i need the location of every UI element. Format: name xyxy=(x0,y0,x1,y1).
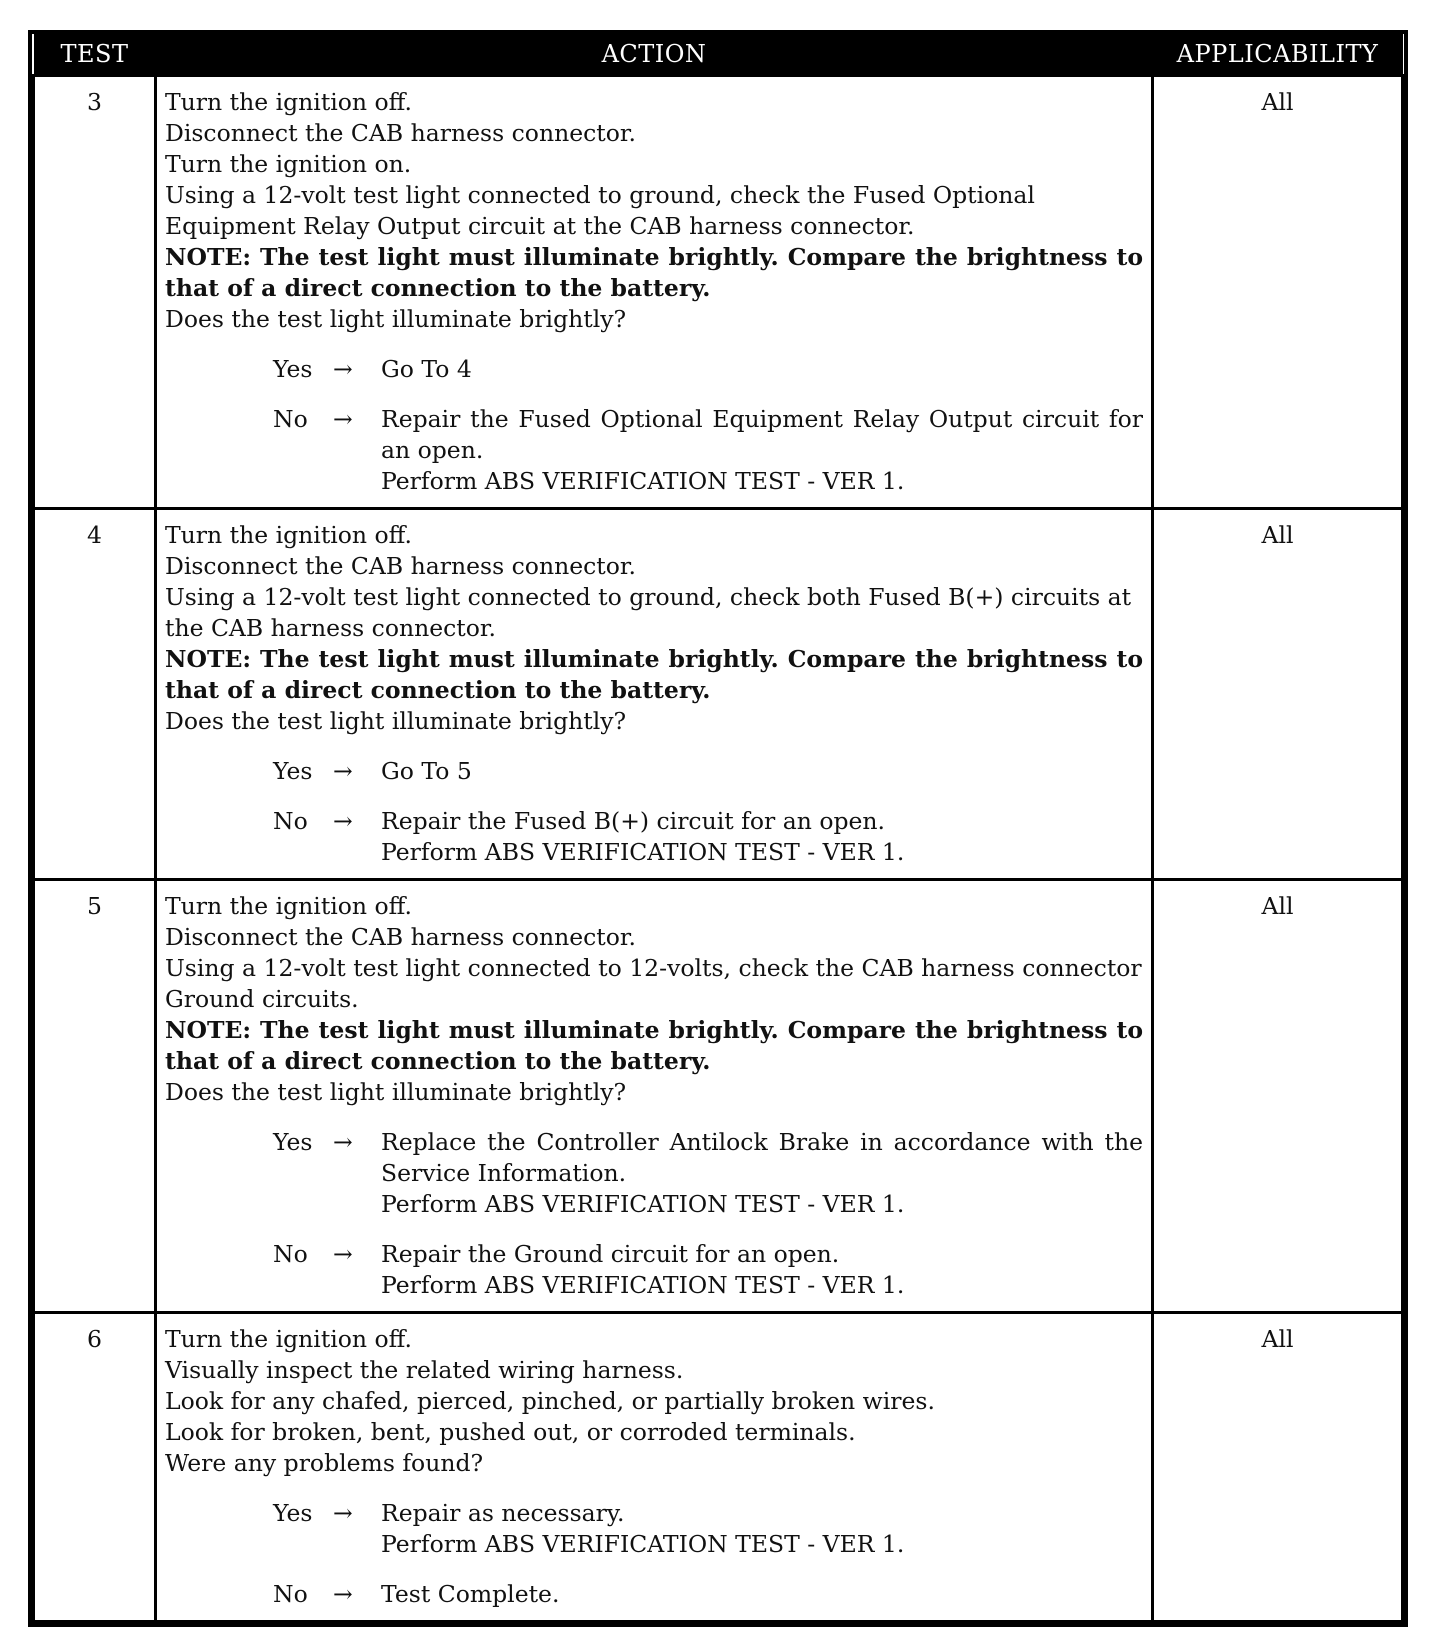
arrow-right-icon: → xyxy=(333,807,353,835)
action-cell xyxy=(156,880,1153,1313)
answer-no xyxy=(273,404,1143,497)
answer-yes xyxy=(273,1127,1143,1220)
result-line: Replace the Controller Antilock Brake in accordance with the Service Information. xyxy=(381,1128,1143,1187)
answer-yes-result xyxy=(381,756,1143,787)
test-number: 4 xyxy=(34,509,156,880)
applicability-cell: All xyxy=(1153,76,1403,509)
result-line: Go To 5 xyxy=(381,757,472,785)
answer-no-label: No xyxy=(273,1240,308,1268)
action-step: Using a 12-volt test light connected to ground, check the Fused Optional Equipment Relay Output circuit at the CAB harness connector. xyxy=(165,181,1035,240)
arrow-right-icon: → xyxy=(333,1580,353,1608)
answer-yes-result xyxy=(381,1498,1143,1560)
action-step: Were any problems found? xyxy=(165,1449,484,1477)
answer-yes xyxy=(273,354,1143,385)
arrow-right-icon: → xyxy=(333,355,353,383)
answer-no-result xyxy=(381,1579,1143,1610)
question-text: Does the test light illuminate brightly? xyxy=(165,707,627,735)
test-number: 5 xyxy=(34,880,156,1313)
result-line: Repair the Fused Optional Equipment Relay Output circuit for an open. xyxy=(381,405,1143,464)
arrow-right-icon: → xyxy=(333,405,353,433)
action-cell xyxy=(156,1313,1153,1622)
table-row xyxy=(34,76,1403,509)
header-test: TEST xyxy=(34,34,156,76)
action-step: Turn the ignition off. xyxy=(165,1325,413,1353)
result-line: Repair the Ground circuit for an open. xyxy=(381,1240,840,1268)
action-step: Disconnect the CAB harness connector. xyxy=(165,119,636,147)
result-line: Go To 4 xyxy=(381,355,472,383)
test-number: 6 xyxy=(34,1313,156,1622)
diagnostic-test-table xyxy=(28,30,1408,1627)
arrow-right-icon: → xyxy=(333,757,353,785)
applicability-cell: All xyxy=(1153,509,1403,880)
result-line: Perform ABS VERIFICATION TEST - VER 1. xyxy=(381,838,905,866)
action-step: Turn the ignition off. xyxy=(165,892,413,920)
answer-no-label: No xyxy=(273,1580,308,1608)
answer-no xyxy=(273,1579,1143,1610)
result-line: Repair as necessary. xyxy=(381,1499,625,1527)
answer-no-result xyxy=(381,1239,1143,1301)
action-step: Turn the ignition off. xyxy=(165,88,413,116)
applicability-cell: All xyxy=(1153,880,1403,1313)
question-text: Does the test light illuminate brightly? xyxy=(165,1078,627,1106)
action-cell xyxy=(156,509,1153,880)
result-line: Perform ABS VERIFICATION TEST - VER 1. xyxy=(381,467,905,495)
answer-yes-label: Yes xyxy=(273,355,313,383)
answer-no-result xyxy=(381,404,1143,497)
table-header-row xyxy=(34,34,1403,76)
result-line: Repair the Fused B(+) circuit for an open. xyxy=(381,807,886,835)
action-step: Using a 12-volt test light connected to ground, check both Fused B(+) circuits at the CAB harness connector. xyxy=(165,583,1132,642)
answer-yes-result xyxy=(381,1127,1143,1220)
arrow-right-icon: → xyxy=(333,1128,353,1156)
arrow-right-icon: → xyxy=(333,1499,353,1527)
action-cell xyxy=(156,76,1153,509)
action-step: Disconnect the CAB harness connector. xyxy=(165,923,636,951)
action-step: Visually inspect the related wiring harness. xyxy=(165,1356,684,1384)
action-step: Look for broken, bent, pushed out, or corroded terminals. xyxy=(165,1418,856,1446)
action-step: Turn the ignition off. xyxy=(165,521,413,549)
arrow-right-icon: → xyxy=(333,1240,353,1268)
applicability-cell: All xyxy=(1153,1313,1403,1622)
answer-no xyxy=(273,1239,1143,1301)
question-text: Does the test light illuminate brightly? xyxy=(165,305,627,333)
header-applicability: APPLICABILITY xyxy=(1153,34,1403,76)
result-line: Perform ABS VERIFICATION TEST - VER 1. xyxy=(381,1530,905,1558)
answer-yes-label: Yes xyxy=(273,757,313,785)
header-action: ACTION xyxy=(156,34,1153,76)
note-text: NOTE: The test light must illuminate brightly. Compare the brightness to that of a direct connection to the battery. xyxy=(165,645,1143,704)
action-step: Disconnect the CAB harness connector. xyxy=(165,552,636,580)
table-row xyxy=(34,509,1403,880)
answer-no-label: No xyxy=(273,405,308,433)
answer-no xyxy=(273,806,1143,868)
action-step: Look for any chafed, pierced, pinched, or partially broken wires. xyxy=(165,1387,935,1415)
result-line: Perform ABS VERIFICATION TEST - VER 1. xyxy=(381,1271,905,1299)
answer-yes-label: Yes xyxy=(273,1128,313,1156)
answer-yes-result xyxy=(381,354,1143,385)
answer-no-label: No xyxy=(273,807,308,835)
test-number: 3 xyxy=(34,76,156,509)
note-text: NOTE: The test light must illuminate brightly. Compare the brightness to that of a direct connection to the battery. xyxy=(165,1016,1143,1075)
note-text: NOTE: The test light must illuminate brightly. Compare the brightness to that of a direct connection to the battery. xyxy=(165,243,1143,302)
result-line: Test Complete. xyxy=(381,1580,560,1608)
result-line: Perform ABS VERIFICATION TEST - VER 1. xyxy=(381,1190,905,1218)
answer-yes xyxy=(273,756,1143,787)
table-row xyxy=(34,880,1403,1313)
answer-yes-label: Yes xyxy=(273,1499,313,1527)
table-row xyxy=(34,1313,1403,1622)
answer-no-result xyxy=(381,806,1143,868)
action-step: Using a 12-volt test light connected to 12-volts, check the CAB harness connector Ground circuits. xyxy=(165,954,1142,1013)
action-step: Turn the ignition on. xyxy=(165,150,412,178)
answer-yes xyxy=(273,1498,1143,1560)
